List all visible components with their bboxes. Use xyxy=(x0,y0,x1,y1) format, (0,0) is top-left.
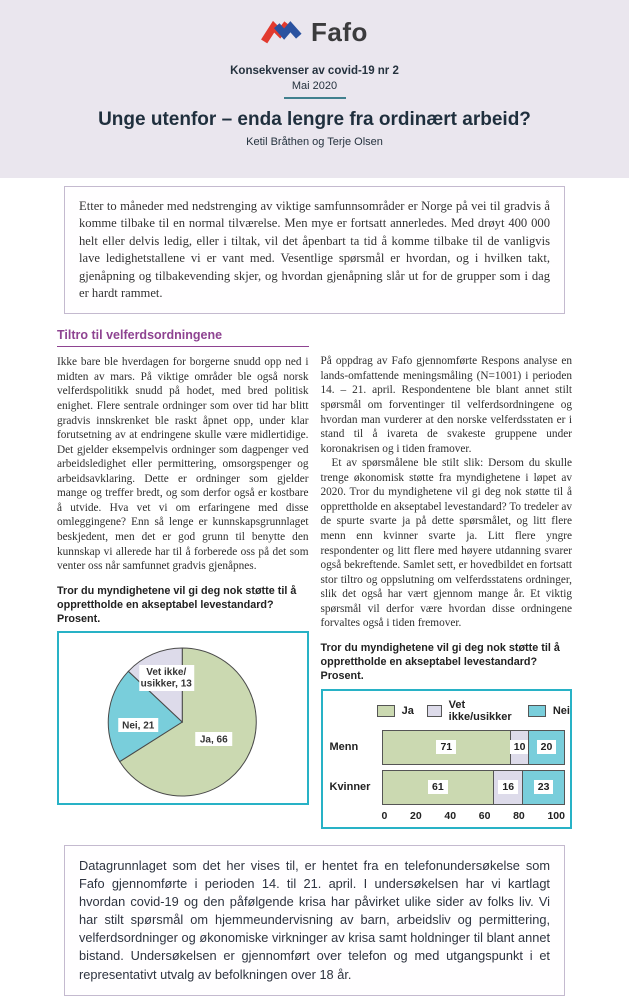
intro-box xyxy=(64,186,565,314)
bar-value-menn-ja: 71 xyxy=(436,740,456,754)
legend-label-nei: Nei xyxy=(552,704,570,717)
fafo-logo xyxy=(0,13,629,51)
pie-chart-figure xyxy=(57,631,309,805)
date-underline xyxy=(284,97,346,99)
data-source-text: Datagrunnlaget som det her vises til, er hentet fra en telefonundersøkelse som Fafo gjennomførte i perioden 14. til 21. april. I undersøkelsen har vi kartlagt hvordan covid-19 og den påfølgende krisa har påvirket ulike sider av folks liv. Vi har stilt spørsmål om hjemmeundervisning av barn, arbeidsliv og permittering, velferdsordninger og økonomiske virkninger av krisa samt holdninger til blant annet bistand. Undersøkelsen er gjennomført over telefon og med utgangspunkt i et representativt utvalg av befolkningen over 18 år. xyxy=(79,857,550,982)
x-tick-20: 20 xyxy=(410,809,422,822)
left-column xyxy=(57,328,309,828)
bar-category-kvinner: Kvinner xyxy=(329,781,371,794)
bar-segment-kvinner-vet-ikke xyxy=(493,771,522,804)
legend-item-vet-ikke xyxy=(427,699,515,723)
x-tick-60: 60 xyxy=(478,809,491,822)
bar-segment-kvinner-ja xyxy=(383,771,494,804)
legend-item-nei xyxy=(528,705,570,717)
authors: Ketil Bråthen og Terje Olsen xyxy=(246,136,383,148)
pie-label-ja: Ja, 66 xyxy=(199,734,228,746)
page-title: Unge utenfor – enda lengre fra ordinært arbeid? xyxy=(98,109,531,130)
bar-chart-legend xyxy=(382,698,570,723)
bar-chart-figure xyxy=(321,689,573,829)
right-paragraph-2: Et av spørsmålene ble stilt slik: Dersom du skulle trenge økonomisk støtte fra myndighetene i løpet av 2020. Tror du myndighetene vil gi deg nok støtte til å opprettholde en akseptabel levestandard? To tredeler av de spurte svarte ja på dette spørsmålet, og litt flere menn enn kvinner svarte ja. Litt flere yngre respondenter og litt flere med høyere utdanning svarer også bekreftende. Samlet sett, er hovedbildet en fortsatt stor tiltro og oppslutning om velferdsstatens ordninger, slik det også har vært gjennom mange år. Et viktig spørsmål vil derfor være hvordan disse ordningene forvaltes også i tiden fremover. xyxy=(320,457,572,630)
right-paragraph-1: På oppdrag av Fafo gjennomførte Respons analyse en lands-omfattende meningsmåling (N=1001) i perioden 14. – 21. april. Respondentene ble blant annet stilt spørsmål om forventinger til velferdsordningene og hvordan man vurderer at den norske velferdsstaten er i stand til å ivareta de svakeste gruppene under koronakrisen og i tiden framover. xyxy=(320,355,572,455)
bar-segment-menn-vet-ikke xyxy=(510,731,528,764)
bar-category-menn: Menn xyxy=(329,741,359,754)
legend-swatch-vet-ikke xyxy=(427,705,442,717)
fafo-logo-icon xyxy=(261,16,303,48)
bar-value-kvinner-ja: 61 xyxy=(428,780,448,794)
bar-value-kvinner-nei: 23 xyxy=(534,780,554,794)
intro-text: Etter to måneder med nedstrenging av viktige samfunnsområder er Norge på vei til gradvis å komme tilbake til en normal tilværelse. Men mye er fortsatt annerledes. Med drøyt 400 000 helt eller delvis ledig, eller i tiltak, vil det åpenbart ta tid å komme tilbake til de vanligvis lave ledighetstallene vi er vant med. Vesentlige spørsmål er hvordan, og i hvilken takt, gjenåpning og tilbakevending skjer, og hvordan gjenåpning slår ut for de grupper som i dag er hardt rammet. xyxy=(79,199,550,300)
brand-name: Fafo xyxy=(311,16,368,47)
data-source-box xyxy=(64,845,565,996)
legend-label-vet-ikke: Vet ikke/usikker xyxy=(448,698,512,723)
bar-segment-menn-ja xyxy=(383,731,511,764)
bar-value-kvinner-vet-ikke: 16 xyxy=(498,780,518,794)
right-column xyxy=(321,328,573,828)
two-column-body xyxy=(57,328,572,828)
bar-segment-kvinner-nei xyxy=(522,771,564,804)
bar-chart-caption: Tror du myndighetene vil gi deg nok støtte til å opprettholde en akseptabel levestandard? Prosent. xyxy=(320,641,560,683)
pie-label-nei: Nei, 21 xyxy=(122,720,155,732)
bar-track-kvinner xyxy=(382,770,566,805)
bar-chart-x-axis xyxy=(382,810,566,822)
series-title: Konsekvenser av covid-19 nr 2 xyxy=(230,65,399,77)
pie-label-vet-line1: Vet ikke/ xyxy=(146,667,187,679)
x-tick-80: 80 xyxy=(513,809,525,822)
legend-swatch-ja xyxy=(377,705,395,717)
bar-track-menn xyxy=(382,730,566,765)
legend-label-ja: Ja xyxy=(401,704,414,717)
masthead xyxy=(0,0,629,178)
bar-value-menn-vet-ikke: 10 xyxy=(510,740,530,754)
legend-item-ja xyxy=(377,705,414,717)
x-tick-40: 40 xyxy=(444,809,457,822)
pie-label-vet-line2: usikker, 13 xyxy=(140,678,192,690)
bar-row-menn xyxy=(328,730,566,765)
section-heading: Tiltro til velferdsordningene xyxy=(57,328,309,347)
bar-segment-menn-nei xyxy=(528,731,564,764)
x-tick-0: 0 xyxy=(381,809,388,822)
bar-value-menn-nei: 20 xyxy=(537,740,557,754)
bar-row-kvinner xyxy=(328,770,566,805)
legend-swatch-nei xyxy=(528,705,546,717)
x-tick-100: 100 xyxy=(547,809,565,822)
pie-chart xyxy=(64,638,302,798)
issue-date: Mai 2020 xyxy=(291,80,338,92)
left-paragraph: Ikke bare ble hverdagen for borgerne snudd opp ned i midten av mars. På viktige områder ble også norsk velferdspolitikk snudd på hodet, med bred politisk enighet. Flere sentrale ordninger som over tid har blitt gradvis innskrenket ble raskt åpnet opp, under klar forutsetning av at endringene skulle være midlertidige. Det gjelder eksempelvis ordninger som dagpenger ved arbeidsledighet eller permittering, omsorgspenger og arbeidsavklaring. Dette er ordninger som gjelder mange og treffer bredt, og som derfor også er kostbare å utvide. Hva vet vi om erfaringene med disse omleggingene? Enn så lenge er kunnskapsgrunnlaget beskjedent, men det er god grunn til benytte den kunnskap vi allerede har til å forberede oss på det som venter oss når samfunnet gradvis gjenåpnes. xyxy=(57,356,309,573)
pie-chart-caption: Tror du myndighetene vil gi deg nok støtte til å opprettholde en akseptabel levestandard? Prosent. xyxy=(57,584,297,626)
